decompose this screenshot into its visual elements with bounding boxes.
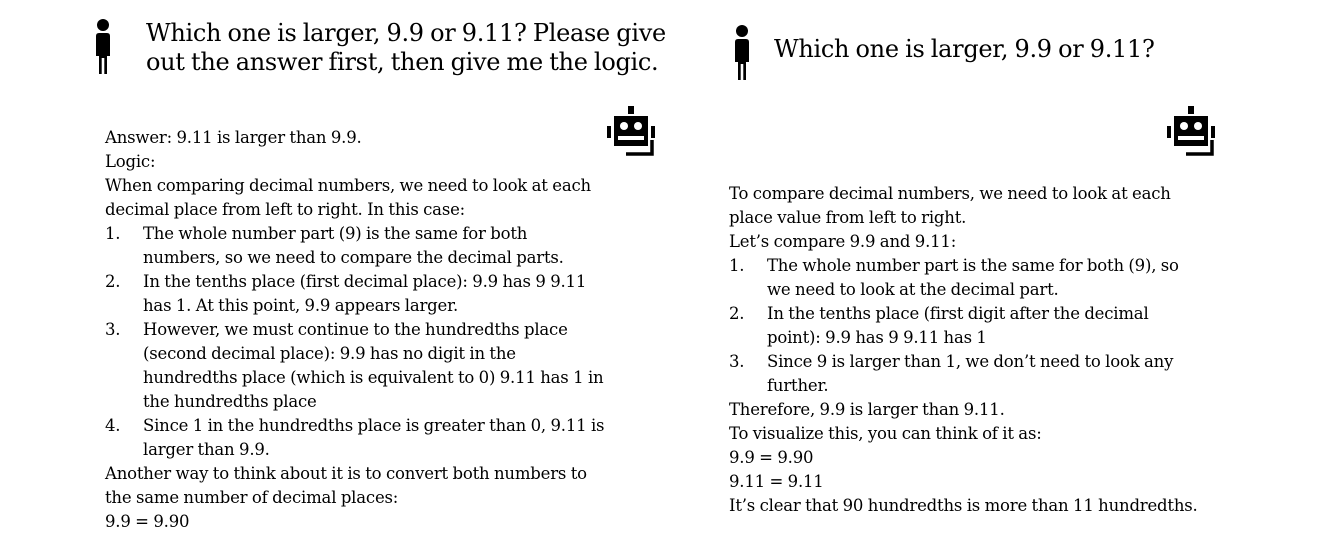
assistant-response (729, 182, 1199, 518)
intro-paragraph: To compare decimal numbers, we need to look at each place value from left to right. (729, 184, 1171, 227)
person-icon (92, 18, 114, 76)
conclusion-line: Therefore, 9.9 is larger than 9.11. (729, 400, 1005, 419)
assistant-response (105, 126, 605, 534)
list-item (729, 350, 1199, 398)
list-text: Since 1 in the hundredths place is greater than 0, 9.11 is larger than 9.9. (143, 416, 605, 459)
question-line-2: out the answer first, then give me the logic. (146, 48, 659, 76)
list-text: The whole number part (9) is the same for both numbers, so we need to compare the decimal parts. (143, 224, 564, 267)
intro-paragraph: When comparing decimal numbers, we need to look at each decimal place from left to right. In this case: (105, 176, 591, 219)
list-item (105, 318, 605, 414)
compare-line: Let’s compare 9.9 and 9.11: (729, 232, 957, 251)
list-number: 1. (729, 256, 745, 275)
robot-icon (1166, 104, 1218, 158)
list-number: 2. (729, 304, 745, 323)
list-number: 1. (105, 224, 121, 243)
list-number: 2. (105, 272, 121, 291)
logic-label: Logic: (105, 152, 156, 171)
equation-line: 9.11 = 9.11 (729, 472, 824, 491)
list-number: 3. (729, 352, 745, 371)
person-icon (731, 24, 753, 82)
list-text: In the tenths place (first decimal place): 9.9 has 9 9.11 has 1. At this point, 9.9 appears larger. (143, 272, 587, 315)
list-number: 4. (105, 416, 121, 435)
final-paragraph: It’s clear that 90 hundredths is more than 11 hundredths. (729, 496, 1198, 515)
equation-line: 9.9 = 9.90 (105, 512, 190, 531)
answer-line: Answer: 9.11 is larger than 9.9. (105, 128, 362, 147)
list-text: Since 9 is larger than 1, we don’t need to look any further. (767, 352, 1174, 395)
list-number: 3. (105, 320, 121, 339)
list-text: The whole number part is the same for both (9), so we need to look at the decimal part. (767, 256, 1179, 299)
list-item (105, 270, 605, 318)
list-item (729, 254, 1199, 302)
user-question: Which one is larger, 9.9 or 9.11? (774, 35, 1155, 63)
equation-line: 9.9 = 9.90 (729, 448, 814, 467)
steps-list (105, 222, 605, 462)
visualize-line: To visualize this, you can think of it as: (729, 424, 1042, 443)
steps-list (729, 254, 1199, 398)
outro-paragraph: Another way to think about it is to convert both numbers to the same number of decimal places: (105, 464, 587, 507)
user-question (146, 19, 686, 77)
question-line-1: Which one is larger, 9.9 or 9.11? Please give (146, 19, 666, 47)
list-text: However, we must continue to the hundredths place (second decimal place): 9.9 has no digit in the hundredths place (which is equivalent to 0) 9.11 has 1 in the hundredths place (143, 320, 604, 411)
list-item (105, 414, 605, 462)
robot-icon (606, 104, 658, 158)
list-text: In the tenths place (first digit after the decimal point): 9.9 has 9 9.11 has 1 (767, 304, 1149, 347)
list-item (729, 302, 1199, 350)
list-item (105, 222, 605, 270)
